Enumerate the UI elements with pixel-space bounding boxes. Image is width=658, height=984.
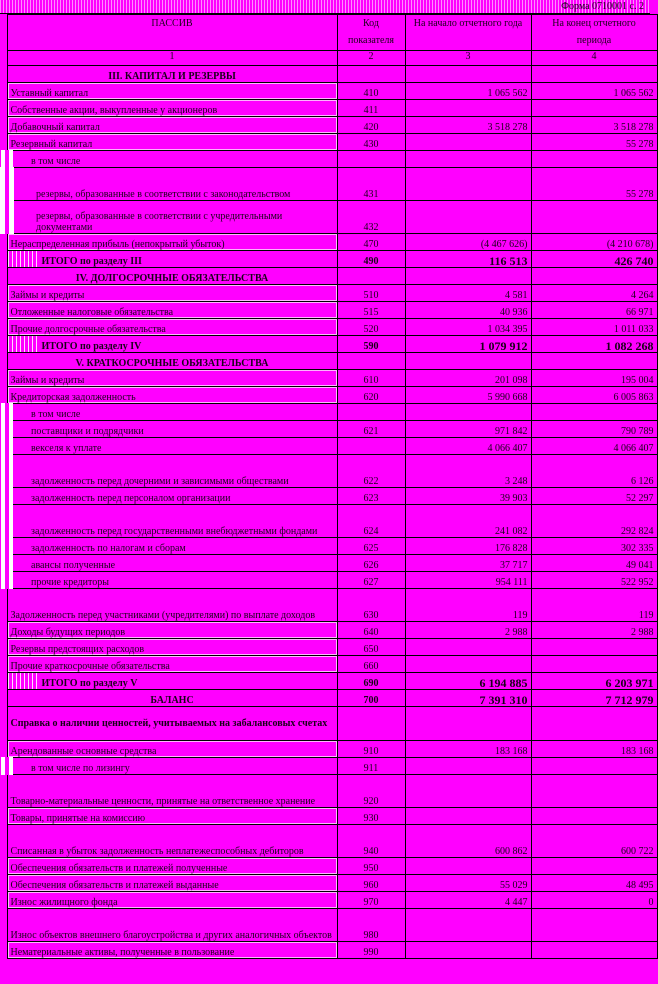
row-value-end: 426 740 xyxy=(531,251,657,268)
row-value-start: 2 988 xyxy=(405,622,531,639)
table-row xyxy=(7,302,657,319)
row-code: 420 xyxy=(337,117,405,134)
row-value-start xyxy=(405,100,531,117)
row-value-end: 55 278 xyxy=(531,134,657,151)
row-label: в том числе xyxy=(7,151,337,168)
row-value-end: 3 518 278 xyxy=(531,117,657,134)
row-code: 411 xyxy=(337,100,405,117)
row-value-end xyxy=(531,268,657,285)
row-value-end: (4 210 678) xyxy=(531,234,657,251)
liabilities-rows xyxy=(7,66,657,707)
table-row xyxy=(7,83,657,100)
table-row xyxy=(7,775,657,808)
row-label: резервы, образованные в соответствии с законодательством xyxy=(7,168,337,201)
row-label: ИТОГО по разделу V xyxy=(7,673,337,690)
row-value-start: 1 034 395 xyxy=(405,319,531,336)
table-row xyxy=(7,488,657,505)
table-row xyxy=(7,690,657,707)
header-passive: ПАССИВ xyxy=(7,15,337,51)
row-label: БАЛАНС xyxy=(7,690,337,707)
row-value-end xyxy=(531,201,657,234)
table-row xyxy=(7,455,657,488)
row-code: 621 xyxy=(337,421,405,438)
row-label: ИТОГО по разделу III xyxy=(7,251,337,268)
row-value-start xyxy=(405,775,531,808)
row-value-start: 183 168 xyxy=(405,741,531,758)
row-code: 432 xyxy=(337,201,405,234)
row-code xyxy=(337,151,405,168)
row-label: задолженность по налогам и сборам xyxy=(7,538,337,555)
row-code xyxy=(337,268,405,285)
row-value-start xyxy=(405,268,531,285)
table-row xyxy=(7,758,657,775)
row-label: задолженность перед государственными внебюджетными фондами xyxy=(7,505,337,538)
row-value-start xyxy=(405,201,531,234)
row-value-start: 40 936 xyxy=(405,302,531,319)
off-balance-section xyxy=(7,707,657,741)
row-code: 625 xyxy=(337,538,405,555)
header-period-end: На конец отчетного периода xyxy=(531,15,657,51)
row-label: Прочие краткосрочные обязательства xyxy=(7,656,337,673)
table-row xyxy=(7,656,657,673)
row-value-end: 600 722 xyxy=(531,825,657,858)
row-code: 940 xyxy=(337,825,405,858)
row-label: Кредиторская задолженность xyxy=(7,387,337,404)
table-row xyxy=(7,875,657,892)
row-label: прочие кредиторы xyxy=(7,572,337,589)
header-col-number: 1 xyxy=(7,51,337,66)
row-value-start: 4 581 xyxy=(405,285,531,302)
off-balance-rows xyxy=(7,741,657,959)
table-row xyxy=(7,319,657,336)
row-value-end xyxy=(531,66,657,83)
row-value-start: 6 194 885 xyxy=(405,673,531,690)
table-row xyxy=(7,370,657,387)
row-code: 627 xyxy=(337,572,405,589)
row-value-end xyxy=(531,858,657,875)
row-value-start: 3 248 xyxy=(405,455,531,488)
row-label: Обеспечения обязательств и платежей полученные xyxy=(7,858,337,875)
table-row xyxy=(7,858,657,875)
row-label: Нераспределенная прибыль (непокрытый убыток) xyxy=(7,234,337,251)
row-value-start xyxy=(405,858,531,875)
row-label: Резервы предстоящих расходов xyxy=(7,639,337,656)
row-value-start: 201 098 xyxy=(405,370,531,387)
row-label: векселя к уплате xyxy=(7,438,337,455)
row-label: Добавочный капитал xyxy=(7,117,337,134)
table-row xyxy=(7,234,657,251)
row-value-end xyxy=(531,151,657,168)
row-code: 910 xyxy=(337,741,405,758)
table-row xyxy=(7,353,657,370)
row-label: ИТОГО по разделу IV xyxy=(7,336,337,353)
row-code: 622 xyxy=(337,455,405,488)
row-label: поставщики и подрядчики xyxy=(7,421,337,438)
row-code: 700 xyxy=(337,690,405,707)
row-value-end xyxy=(531,404,657,421)
row-value-start: 39 903 xyxy=(405,488,531,505)
row-code: 623 xyxy=(337,488,405,505)
row-label: Займы и кредиты xyxy=(7,370,337,387)
form-label: Форма 0710001 с. 2 xyxy=(0,0,650,14)
row-code: 960 xyxy=(337,875,405,892)
row-value-end: 119 xyxy=(531,589,657,622)
row-value-start: 5 990 668 xyxy=(405,387,531,404)
row-code: 690 xyxy=(337,673,405,690)
row-value-end: 195 004 xyxy=(531,370,657,387)
row-label: Износ объектов внешнего благоустройства и других аналогичных объектов xyxy=(7,909,337,942)
row-code xyxy=(337,66,405,83)
row-label: Износ жилищного фонда xyxy=(7,892,337,909)
table-row xyxy=(7,538,657,555)
row-value-start xyxy=(405,656,531,673)
row-label: Списанная в убыток задолженность неплатежеспособных дебиторов xyxy=(7,825,337,858)
row-value-start xyxy=(405,758,531,775)
row-code: 950 xyxy=(337,858,405,875)
row-value-end xyxy=(531,353,657,370)
row-value-start: 1 065 562 xyxy=(405,83,531,100)
row-value-end xyxy=(531,942,657,959)
row-value-start: 37 717 xyxy=(405,555,531,572)
row-value-end: 7 712 979 xyxy=(531,690,657,707)
table-row xyxy=(7,151,657,168)
row-value-end: 183 168 xyxy=(531,741,657,758)
header-period-start: На начало отчетного года xyxy=(405,15,531,51)
row-code: 640 xyxy=(337,622,405,639)
row-code: 520 xyxy=(337,319,405,336)
row-value-end: 1 011 033 xyxy=(531,319,657,336)
row-value-start: 3 518 278 xyxy=(405,117,531,134)
row-value-end: 292 824 xyxy=(531,505,657,538)
row-value-start: 4 066 407 xyxy=(405,438,531,455)
row-code xyxy=(337,353,405,370)
row-code: 911 xyxy=(337,758,405,775)
row-label: в том числе xyxy=(7,404,337,421)
row-value-start xyxy=(405,151,531,168)
row-label: Нематериальные активы, полученные в пользование xyxy=(7,942,337,959)
row-label: в том числе по лизингу xyxy=(7,758,337,775)
table-row xyxy=(7,285,657,302)
table-row xyxy=(7,555,657,572)
table-row xyxy=(7,505,657,538)
row-label: Резервный капитал xyxy=(7,134,337,151)
row-code: 590 xyxy=(337,336,405,353)
row-label: Займы и кредиты xyxy=(7,285,337,302)
table-row xyxy=(7,336,657,353)
row-value-start: 241 082 xyxy=(405,505,531,538)
row-value-start xyxy=(405,353,531,370)
row-label: Обеспечения обязательств и платежей выданные xyxy=(7,875,337,892)
liabilities-table xyxy=(0,14,658,959)
row-value-start: 954 111 xyxy=(405,572,531,589)
row-value-start: 7 391 310 xyxy=(405,690,531,707)
row-code: 630 xyxy=(337,589,405,622)
table-row xyxy=(7,589,657,622)
header-col-number: 4 xyxy=(531,51,657,66)
row-value-end: 6 203 971 xyxy=(531,673,657,690)
table-row xyxy=(7,825,657,858)
row-label: резервы, образованные в соответствии с учредительными документами xyxy=(7,201,337,234)
row-value-start: 176 828 xyxy=(405,538,531,555)
row-label: Доходы будущих периодов xyxy=(7,622,337,639)
row-label: задолженность перед дочерними и зависимыми обществами xyxy=(7,455,337,488)
header-col-number: 3 xyxy=(405,51,531,66)
off-balance-title: Справка о наличии ценностей, учитываемых на забалансовых счетах xyxy=(7,707,337,741)
row-label: авансы полученные xyxy=(7,555,337,572)
row-value-end: 2 988 xyxy=(531,622,657,639)
row-value-end: 790 789 xyxy=(531,421,657,438)
table-row xyxy=(7,168,657,201)
row-value-start: 119 xyxy=(405,589,531,622)
row-value-start: 1 079 912 xyxy=(405,336,531,353)
row-value-start: 55 029 xyxy=(405,875,531,892)
row-value-start: 971 842 xyxy=(405,421,531,438)
table-row xyxy=(7,438,657,455)
table-row xyxy=(7,909,657,942)
row-label: Собственные акции, выкупленные у акционеров xyxy=(7,100,337,117)
row-value-end: 522 952 xyxy=(531,572,657,589)
row-code xyxy=(337,404,405,421)
row-value-end: 52 297 xyxy=(531,488,657,505)
row-value-end: 1 065 562 xyxy=(531,83,657,100)
row-label: Товары, принятые на комиссию xyxy=(7,808,337,825)
table-row xyxy=(7,639,657,656)
row-value-end xyxy=(531,100,657,117)
row-value-end: 0 xyxy=(531,892,657,909)
row-value-start: 4 447 xyxy=(405,892,531,909)
row-value-end xyxy=(531,775,657,808)
row-value-start xyxy=(405,808,531,825)
table-row xyxy=(7,421,657,438)
table-row xyxy=(7,201,657,234)
row-value-end xyxy=(531,808,657,825)
row-value-end xyxy=(531,639,657,656)
row-code: 650 xyxy=(337,639,405,656)
row-code: 990 xyxy=(337,942,405,959)
row-value-start xyxy=(405,909,531,942)
row-code: 610 xyxy=(337,370,405,387)
row-value-end: 6 126 xyxy=(531,455,657,488)
table-row xyxy=(7,741,657,758)
row-value-end: 66 971 xyxy=(531,302,657,319)
row-label: Уставный капитал xyxy=(7,83,337,100)
row-value-end xyxy=(531,758,657,775)
header-col-number: 2 xyxy=(337,51,405,66)
row-code: 431 xyxy=(337,168,405,201)
table-row xyxy=(7,673,657,690)
row-code: 470 xyxy=(337,234,405,251)
row-value-end: 1 082 268 xyxy=(531,336,657,353)
row-value-start: (4 467 626) xyxy=(405,234,531,251)
table-row xyxy=(7,100,657,117)
table-row xyxy=(7,942,657,959)
row-code xyxy=(337,438,405,455)
row-value-end: 4 066 407 xyxy=(531,438,657,455)
table-row xyxy=(7,117,657,134)
row-value-start xyxy=(405,404,531,421)
row-label: Задолженность перед участниками (учредителями) по выплате доходов xyxy=(7,589,337,622)
row-code: 510 xyxy=(337,285,405,302)
row-label: Товарно-материальные ценности, принятые на ответственное хранение xyxy=(7,775,337,808)
row-code: 620 xyxy=(337,387,405,404)
row-label: V. КРАТКОСРОЧНЫЕ ОБЯЗАТЕЛЬСТВА xyxy=(7,353,337,370)
row-value-start xyxy=(405,942,531,959)
row-label: задолженность перед персоналом организации xyxy=(7,488,337,505)
row-code: 970 xyxy=(337,892,405,909)
row-value-start xyxy=(405,639,531,656)
table-row xyxy=(7,66,657,83)
row-value-start xyxy=(405,168,531,201)
row-value-start xyxy=(405,66,531,83)
row-label: IV. ДОЛГОСРОЧНЫЕ ОБЯЗАТЕЛЬСТВА xyxy=(7,268,337,285)
row-value-start xyxy=(405,134,531,151)
row-label: Отложенные налоговые обязательства xyxy=(7,302,337,319)
header-code: Код показателя xyxy=(337,15,405,51)
row-code: 930 xyxy=(337,808,405,825)
table-row xyxy=(7,404,657,421)
table-row xyxy=(7,268,657,285)
table-row xyxy=(7,808,657,825)
row-value-start: 116 513 xyxy=(405,251,531,268)
row-value-end xyxy=(531,909,657,942)
row-value-end: 48 495 xyxy=(531,875,657,892)
row-code: 515 xyxy=(337,302,405,319)
row-code: 626 xyxy=(337,555,405,572)
row-value-end: 4 264 xyxy=(531,285,657,302)
row-value-end: 6 005 863 xyxy=(531,387,657,404)
row-value-start: 600 862 xyxy=(405,825,531,858)
row-code: 490 xyxy=(337,251,405,268)
table-row xyxy=(7,251,657,268)
table-row xyxy=(7,572,657,589)
row-value-end xyxy=(531,656,657,673)
row-code: 660 xyxy=(337,656,405,673)
row-code: 920 xyxy=(337,775,405,808)
row-value-end: 49 041 xyxy=(531,555,657,572)
row-label: Прочие долгосрочные обязательства xyxy=(7,319,337,336)
table-row xyxy=(7,387,657,404)
row-code: 624 xyxy=(337,505,405,538)
row-value-end: 302 335 xyxy=(531,538,657,555)
row-value-end: 55 278 xyxy=(531,168,657,201)
row-code: 430 xyxy=(337,134,405,151)
row-label: III. КАПИТАЛ И РЕЗЕРВЫ xyxy=(7,66,337,83)
row-code: 980 xyxy=(337,909,405,942)
table-row xyxy=(7,622,657,639)
table-row xyxy=(7,134,657,151)
row-code: 410 xyxy=(337,83,405,100)
table-row xyxy=(7,892,657,909)
row-label: Арендованные основные средства xyxy=(7,741,337,758)
